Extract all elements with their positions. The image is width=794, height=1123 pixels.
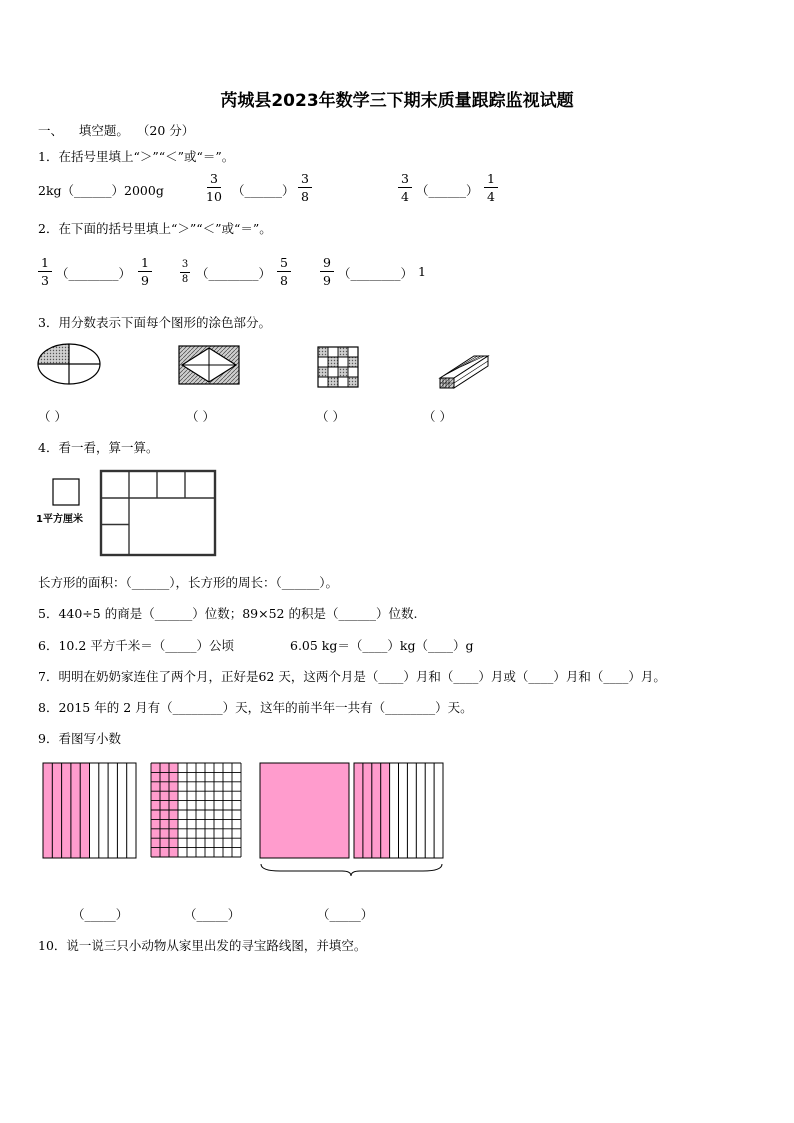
q4-text: 4．看一看，算一算。 (38, 440, 159, 455)
q2-value-1: 1 (418, 264, 426, 279)
answer-blank[interactable]: （______） (416, 183, 479, 198)
section-name: 填空题。 (78, 123, 129, 138)
denominator: 9 (323, 273, 331, 288)
numerator: 1 (487, 171, 495, 186)
section-points: （20 分） (136, 123, 195, 138)
q2-frac-9-9 (320, 255, 334, 288)
numerator: 9 (323, 255, 331, 270)
numerator: 1 (141, 255, 149, 270)
ellipse-figure (37, 343, 101, 385)
tenths-strip-figure-1 (43, 763, 137, 858)
section-number: 一、 (38, 123, 64, 138)
answer-blank[interactable]: （________） (56, 266, 132, 281)
numerator: 5 (280, 255, 288, 270)
numerator: 3 (181, 259, 189, 270)
diamond-rect-figure (179, 346, 239, 384)
q3-answer-1[interactable]: （ ） (38, 409, 67, 424)
unit-square-label: 1平方厘米 (36, 514, 83, 525)
denominator: 10 (206, 189, 222, 204)
answer-blank[interactable]: （________） (196, 266, 272, 281)
hundredths-grid-figure (151, 763, 242, 858)
q1-item1: 2kg（______）2000g (38, 183, 164, 198)
answer-blank[interactable]: （______） (232, 183, 295, 198)
grid-figure (318, 347, 358, 387)
q5-text[interactable]: 5．440÷5 的商是（______）位数；89×52 的积是（______）位数. (38, 606, 418, 621)
q3-answer-3[interactable]: （ ） (316, 409, 345, 424)
q1-frac-1-4 (484, 171, 498, 204)
q3-answer-2[interactable]: （ ） (186, 409, 215, 424)
denominator: 9 (141, 273, 149, 288)
denominator: 8 (181, 274, 189, 285)
q1-text: 1．在括号里填上“＞”“＜”或“＝”。 (38, 149, 235, 164)
q2-frac-1-3 (38, 255, 52, 288)
q1-frac-3-10 (206, 171, 222, 204)
q9-answer-3[interactable]: （_____） (317, 907, 374, 922)
answer-blank[interactable]: （________） (338, 266, 414, 281)
q8-text[interactable]: 8．2015 年的 2 月有（________）天，这年的前半年一共有（________）天。 (38, 700, 473, 715)
bar-block-figure (438, 354, 490, 390)
mixed-decimal-figure (260, 763, 444, 873)
numerator: 3 (301, 171, 309, 186)
q2-frac-3-8 (180, 259, 190, 286)
q2-frac-1-9 (138, 255, 152, 288)
denominator: 4 (487, 189, 495, 204)
unit-square (52, 478, 80, 506)
numerator: 3 (401, 171, 409, 186)
section-header (38, 121, 194, 139)
q6-part2[interactable]: 6.05 kg＝（____）kg（____）g (290, 638, 474, 653)
q1-frac-3-8 (298, 171, 312, 204)
q3-text: 3．用分数表示下面每个图形的涂色部分。 (38, 315, 271, 330)
denominator: 8 (280, 273, 288, 288)
numerator: 1 (41, 255, 49, 270)
q10-text: 10．说一说三只小动物从家里出发的寻宝路线图，并填空。 (38, 938, 367, 953)
q6-part1[interactable]: 6．10.2 平方千米＝（_____）公顷 (38, 638, 235, 653)
rectangle-grid-figure (100, 470, 216, 556)
q9-text: 9．看图写小数 (38, 731, 121, 746)
q4-answer-line[interactable]: 长方形的面积：（______），长方形的周长：（______）。 (38, 575, 339, 590)
numerator: 3 (209, 171, 218, 186)
q3-answer-4[interactable]: （ ） (423, 409, 452, 424)
q9-answer-1[interactable]: （_____） (72, 907, 129, 922)
q2-text: 2．在下面的括号里填上“＞”“＜”或“＝”。 (38, 221, 272, 236)
page-title: 芮城县2023年数学三下期末质量跟踪监视试题 (220, 91, 574, 111)
denominator: 8 (301, 189, 309, 204)
q1-frac-3-4 (398, 171, 412, 204)
denominator: 4 (401, 189, 409, 204)
q7-text[interactable]: 7．明明在奶奶家连住了两个月，正好是62 天，这两个月是（____）月和（____）月或（____）月和（____）月。 (38, 669, 666, 684)
q9-answer-2[interactable]: （_____） (184, 907, 241, 922)
denominator: 3 (41, 273, 49, 288)
q2-frac-5-8 (277, 255, 291, 288)
